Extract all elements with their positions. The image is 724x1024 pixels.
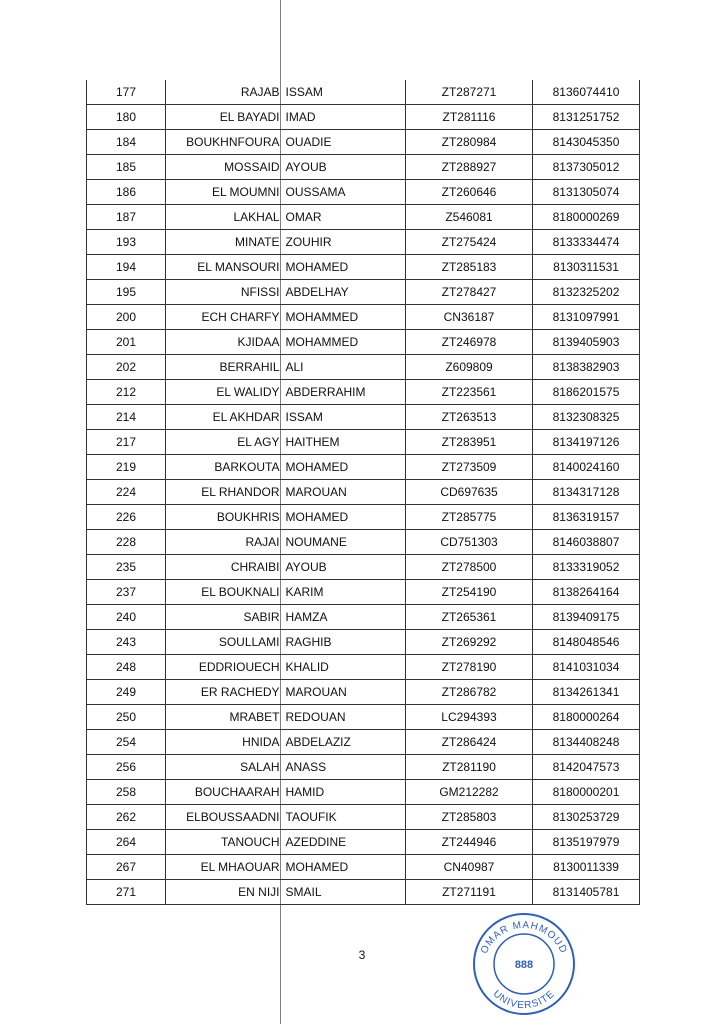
- roster-row: [87, 130, 640, 155]
- row-number: 228: [87, 530, 166, 555]
- registration-code: 8133334474: [533, 230, 640, 255]
- registration-code: 8139409175: [533, 605, 640, 630]
- first-name: MAROUAN: [282, 480, 406, 505]
- id-card-number: CD751303: [406, 530, 533, 555]
- roster-row: [87, 255, 640, 280]
- row-number: 224: [87, 480, 166, 505]
- id-card-number: Z546081: [406, 205, 533, 230]
- first-name: KHALID: [282, 655, 406, 680]
- registration-code: 8142047573: [533, 755, 640, 780]
- roster-row: [87, 430, 640, 455]
- first-name: MOHAMMED: [282, 330, 406, 355]
- first-name: OUSSAMA: [282, 180, 406, 205]
- first-name: AYOUB: [282, 155, 406, 180]
- first-name: MOHAMED: [282, 255, 406, 280]
- id-card-number: ZT286782: [406, 680, 533, 705]
- id-card-number: ZT285183: [406, 255, 533, 280]
- first-name: ABDELHAY: [282, 280, 406, 305]
- first-name: ABDELAZIZ: [282, 730, 406, 755]
- last-name: NFISSI: [166, 280, 282, 305]
- id-card-number: ZT285775: [406, 505, 533, 530]
- row-number: 194: [87, 255, 166, 280]
- row-number: 184: [87, 130, 166, 155]
- registration-code: 8138264164: [533, 580, 640, 605]
- id-card-number: ZT278427: [406, 280, 533, 305]
- row-number: 212: [87, 380, 166, 405]
- last-name: RAJAB: [166, 80, 282, 105]
- row-number: 264: [87, 830, 166, 855]
- registration-code: 8130253729: [533, 805, 640, 830]
- roster-row: [87, 505, 640, 530]
- roster-row: [87, 480, 640, 505]
- row-number: 195: [87, 280, 166, 305]
- id-card-number: ZT280984: [406, 130, 533, 155]
- registration-code: 8146038807: [533, 530, 640, 555]
- row-number: 240: [87, 605, 166, 630]
- last-name: EL BOUKNALI: [166, 580, 282, 605]
- roster-row: [87, 680, 640, 705]
- registration-code: 8148048546: [533, 630, 640, 655]
- first-name: MOHAMMED: [282, 305, 406, 330]
- id-card-number: ZT285803: [406, 805, 533, 830]
- last-name: ECH CHARFY: [166, 305, 282, 330]
- row-number: 187: [87, 205, 166, 230]
- row-number: 271: [87, 880, 166, 905]
- row-number: 250: [87, 705, 166, 730]
- roster-row: [87, 655, 640, 680]
- roster-row: [87, 780, 640, 805]
- registration-code: 8134261341: [533, 680, 640, 705]
- last-name: SOULLAMI: [166, 630, 282, 655]
- last-name: EL AKHDAR: [166, 405, 282, 430]
- id-card-number: ZT269292: [406, 630, 533, 655]
- last-name: ER RACHEDY: [166, 680, 282, 705]
- last-name: EL RHANDOR: [166, 480, 282, 505]
- id-card-number: CN36187: [406, 305, 533, 330]
- registration-code: 8136074410: [533, 80, 640, 105]
- first-name: ZOUHIR: [282, 230, 406, 255]
- first-name: KARIM: [282, 580, 406, 605]
- id-card-number: GM212282: [406, 780, 533, 805]
- first-name: ANASS: [282, 755, 406, 780]
- row-number: 201: [87, 330, 166, 355]
- last-name: BARKOUTA: [166, 455, 282, 480]
- last-name: MOSSAID: [166, 155, 282, 180]
- registration-code: 8133319052: [533, 555, 640, 580]
- last-name: BERRAHIL: [166, 355, 282, 380]
- last-name: MRABET: [166, 705, 282, 730]
- registration-code: 8143045350: [533, 130, 640, 155]
- id-card-number: ZT273509: [406, 455, 533, 480]
- registration-code: 8130311531: [533, 255, 640, 280]
- first-name: ISSAM: [282, 80, 406, 105]
- roster-table-body: [87, 80, 640, 905]
- last-name: EL MANSOURI: [166, 255, 282, 280]
- registration-code: 8132325202: [533, 280, 640, 305]
- registration-code: 8131097991: [533, 305, 640, 330]
- registration-code: 8186201575: [533, 380, 640, 405]
- first-name: ALI: [282, 355, 406, 380]
- page-number: 3: [358, 948, 366, 962]
- last-name: RAJAI: [166, 530, 282, 555]
- last-name: EL MOUMNI: [166, 180, 282, 205]
- row-number: 219: [87, 455, 166, 480]
- last-name: ELBOUSSAADNI: [166, 805, 282, 830]
- first-name: MOHAMED: [282, 505, 406, 530]
- roster-row: [87, 105, 640, 130]
- registration-code: 8136319157: [533, 505, 640, 530]
- last-name: BOUKHRIS: [166, 505, 282, 530]
- id-card-number: LC294393: [406, 705, 533, 730]
- last-name: EN NIJI: [166, 880, 282, 905]
- registration-code: 8139405903: [533, 330, 640, 355]
- registration-code: 8180000201: [533, 780, 640, 805]
- first-name: RAGHIB: [282, 630, 406, 655]
- id-card-number: ZT244946: [406, 830, 533, 855]
- row-number: 214: [87, 405, 166, 430]
- row-number: 200: [87, 305, 166, 330]
- registration-code: 8134317128: [533, 480, 640, 505]
- roster-row: [87, 830, 640, 855]
- id-card-number: ZT223561: [406, 380, 533, 405]
- row-number: 226: [87, 505, 166, 530]
- first-name: HAMID: [282, 780, 406, 805]
- last-name: LAKHAL: [166, 205, 282, 230]
- registration-code: 8141031034: [533, 655, 640, 680]
- roster-row: [87, 555, 640, 580]
- roster-row: [87, 455, 640, 480]
- roster-row: [87, 280, 640, 305]
- row-number: 243: [87, 630, 166, 655]
- roster-row: [87, 755, 640, 780]
- first-name: TAOUFIK: [282, 805, 406, 830]
- roster-row: [87, 155, 640, 180]
- row-number: 202: [87, 355, 166, 380]
- row-number: 267: [87, 855, 166, 880]
- first-name: OUADIE: [282, 130, 406, 155]
- first-name: REDOUAN: [282, 705, 406, 730]
- roster-row: [87, 180, 640, 205]
- registration-code: 8131305074: [533, 180, 640, 205]
- last-name: EDDRIOUECH: [166, 655, 282, 680]
- registration-code: 8135197979: [533, 830, 640, 855]
- last-name: HNIDA: [166, 730, 282, 755]
- id-card-number: ZT286424: [406, 730, 533, 755]
- registration-code: 8180000269: [533, 205, 640, 230]
- last-name: EL MHAOUAR: [166, 855, 282, 880]
- roster-row: [87, 605, 640, 630]
- row-number: 248: [87, 655, 166, 680]
- roster-row: [87, 630, 640, 655]
- last-name: MINATE: [166, 230, 282, 255]
- row-number: 180: [87, 105, 166, 130]
- registration-code: 8134197126: [533, 430, 640, 455]
- stamp-bottom-text: UNIVERSITE: [490, 988, 558, 1012]
- roster-row: [87, 730, 640, 755]
- last-name: SABIR: [166, 605, 282, 630]
- registration-code: 8132308325: [533, 405, 640, 430]
- registration-code: 8180000264: [533, 705, 640, 730]
- row-number: 235: [87, 555, 166, 580]
- last-name: EL AGY: [166, 430, 282, 455]
- first-name: SMAIL: [282, 880, 406, 905]
- last-name: KJIDAA: [166, 330, 282, 355]
- first-name: MOHAMED: [282, 855, 406, 880]
- row-number: 262: [87, 805, 166, 830]
- official-stamp: [466, 910, 582, 1018]
- stamp-top-text: OMAR MAHMOUD: [478, 919, 570, 956]
- id-card-number: ZT263513: [406, 405, 533, 430]
- roster-row: [87, 405, 640, 430]
- stamp-center-mark: 888: [514, 959, 534, 971]
- row-number: 185: [87, 155, 166, 180]
- roster-row: [87, 580, 640, 605]
- roster-row: [87, 805, 640, 830]
- row-number: 237: [87, 580, 166, 605]
- roster-row: [87, 880, 640, 905]
- registration-code: 8134408248: [533, 730, 640, 755]
- registration-code: 8140024160: [533, 455, 640, 480]
- registration-code: 8131251752: [533, 105, 640, 130]
- id-card-number: ZT288927: [406, 155, 533, 180]
- id-card-number: ZT281116: [406, 105, 533, 130]
- row-number: 217: [87, 430, 166, 455]
- last-name: EL WALIDY: [166, 380, 282, 405]
- roster-row: [87, 330, 640, 355]
- row-number: 186: [87, 180, 166, 205]
- id-card-number: CD697635: [406, 480, 533, 505]
- first-name: HAITHEM: [282, 430, 406, 455]
- first-name: HAMZA: [282, 605, 406, 630]
- last-name: EL BAYADI: [166, 105, 282, 130]
- id-card-number: Z609809: [406, 355, 533, 380]
- roster-row: [87, 380, 640, 405]
- first-name: ABDERRAHIM: [282, 380, 406, 405]
- last-name: SALAH: [166, 755, 282, 780]
- first-name: MAROUAN: [282, 680, 406, 705]
- id-card-number: ZT275424: [406, 230, 533, 255]
- row-number: 258: [87, 780, 166, 805]
- row-number: 249: [87, 680, 166, 705]
- id-card-number: ZT246978: [406, 330, 533, 355]
- first-name: NOUMANE: [282, 530, 406, 555]
- roster-row: [87, 530, 640, 555]
- first-name: IMAD: [282, 105, 406, 130]
- first-name: OMAR: [282, 205, 406, 230]
- roster-row: [87, 305, 640, 330]
- last-name: BOUCHAARAH: [166, 780, 282, 805]
- registration-code: 8131405781: [533, 880, 640, 905]
- registration-code: 8137305012: [533, 155, 640, 180]
- roster-row: [87, 230, 640, 255]
- roster-row: [87, 705, 640, 730]
- last-name: CHRAIBI: [166, 555, 282, 580]
- roster-table: [86, 80, 640, 905]
- first-name: AZEDDINE: [282, 830, 406, 855]
- roster-row: [87, 355, 640, 380]
- id-card-number: ZT281190: [406, 755, 533, 780]
- id-card-number: ZT278190: [406, 655, 533, 680]
- id-card-number: ZT254190: [406, 580, 533, 605]
- id-card-number: ZT287271: [406, 80, 533, 105]
- row-number: 193: [87, 230, 166, 255]
- id-card-number: ZT283951: [406, 430, 533, 455]
- first-name: MOHAMED: [282, 455, 406, 480]
- roster-row: [87, 205, 640, 230]
- last-name: TANOUCH: [166, 830, 282, 855]
- first-name: AYOUB: [282, 555, 406, 580]
- first-name: ISSAM: [282, 405, 406, 430]
- id-card-number: CN40987: [406, 855, 533, 880]
- row-number: 254: [87, 730, 166, 755]
- id-card-number: ZT278500: [406, 555, 533, 580]
- id-card-number: ZT265361: [406, 605, 533, 630]
- registration-code: 8130011339: [533, 855, 640, 880]
- row-number: 177: [87, 80, 166, 105]
- row-number: 256: [87, 755, 166, 780]
- last-name: BOUKHNFOURA: [166, 130, 282, 155]
- roster-row: [87, 80, 640, 105]
- id-card-number: ZT260646: [406, 180, 533, 205]
- registration-code: 8138382903: [533, 355, 640, 380]
- id-card-number: ZT271191: [406, 880, 533, 905]
- roster-row: [87, 855, 640, 880]
